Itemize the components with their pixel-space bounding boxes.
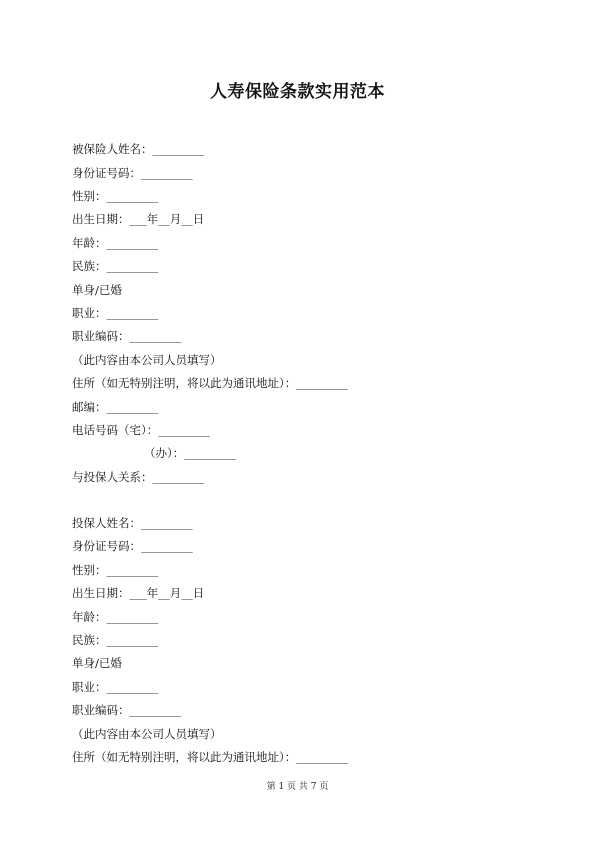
page-footer: 第 1 页 共 7 页 (266, 782, 329, 792)
document-title: 人寿保险条款实用范本 (210, 82, 385, 102)
policyholder-birthdate-field: 出生日期：___年__月__日 (72, 586, 205, 600)
insured-relationship-field: 与投保人关系：_________ (72, 470, 205, 484)
insured-occupation-field: 职业：_________ (72, 306, 159, 320)
insured-staff-note: （此内容由本公司人员填写） (72, 353, 222, 367)
policyholder-marital-status: 单身/已婚 (72, 656, 122, 670)
insured-gender-field: 性别：_________ (72, 189, 159, 203)
insured-office-phone-field: （办）：_________ (144, 446, 236, 460)
insured-marital-status: 单身/已婚 (72, 283, 122, 297)
insured-birthdate-field: 出生日期：___年__月__日 (72, 212, 205, 226)
insured-address-field: 住所（如无特别注明，将以此为通讯地址）：_________ (72, 376, 348, 390)
policyholder-staff-note: （此内容由本公司人员填写） (72, 727, 222, 741)
insured-ethnicity-field: 民族：_________ (72, 259, 159, 273)
insured-name-field: 被保险人姓名：_________ (72, 142, 205, 156)
policyholder-address-field: 住所（如无特别注明，将以此为通讯地址）：_________ (72, 750, 348, 764)
policyholder-gender-field: 性别：_________ (72, 563, 159, 577)
policyholder-id-number-field: 身份证号码：_________ (72, 539, 193, 553)
policyholder-occupation-field: 职业：_________ (72, 680, 159, 694)
insured-home-phone-field: 电话号码（宅）：_________ (72, 423, 210, 437)
insured-occupation-code-field: 职业编码：_________ (72, 329, 182, 343)
insured-postcode-field: 邮编：_________ (72, 400, 159, 414)
policyholder-name-field: 投保人姓名：_________ (72, 516, 193, 530)
insured-age-field: 年龄：_________ (72, 236, 159, 250)
policyholder-age-field: 年龄：_________ (72, 610, 159, 624)
policyholder-occupation-code-field: 职业编码：_________ (72, 703, 182, 717)
insured-id-number-field: 身份证号码：_________ (72, 166, 193, 180)
policyholder-ethnicity-field: 民族：_________ (72, 633, 159, 647)
